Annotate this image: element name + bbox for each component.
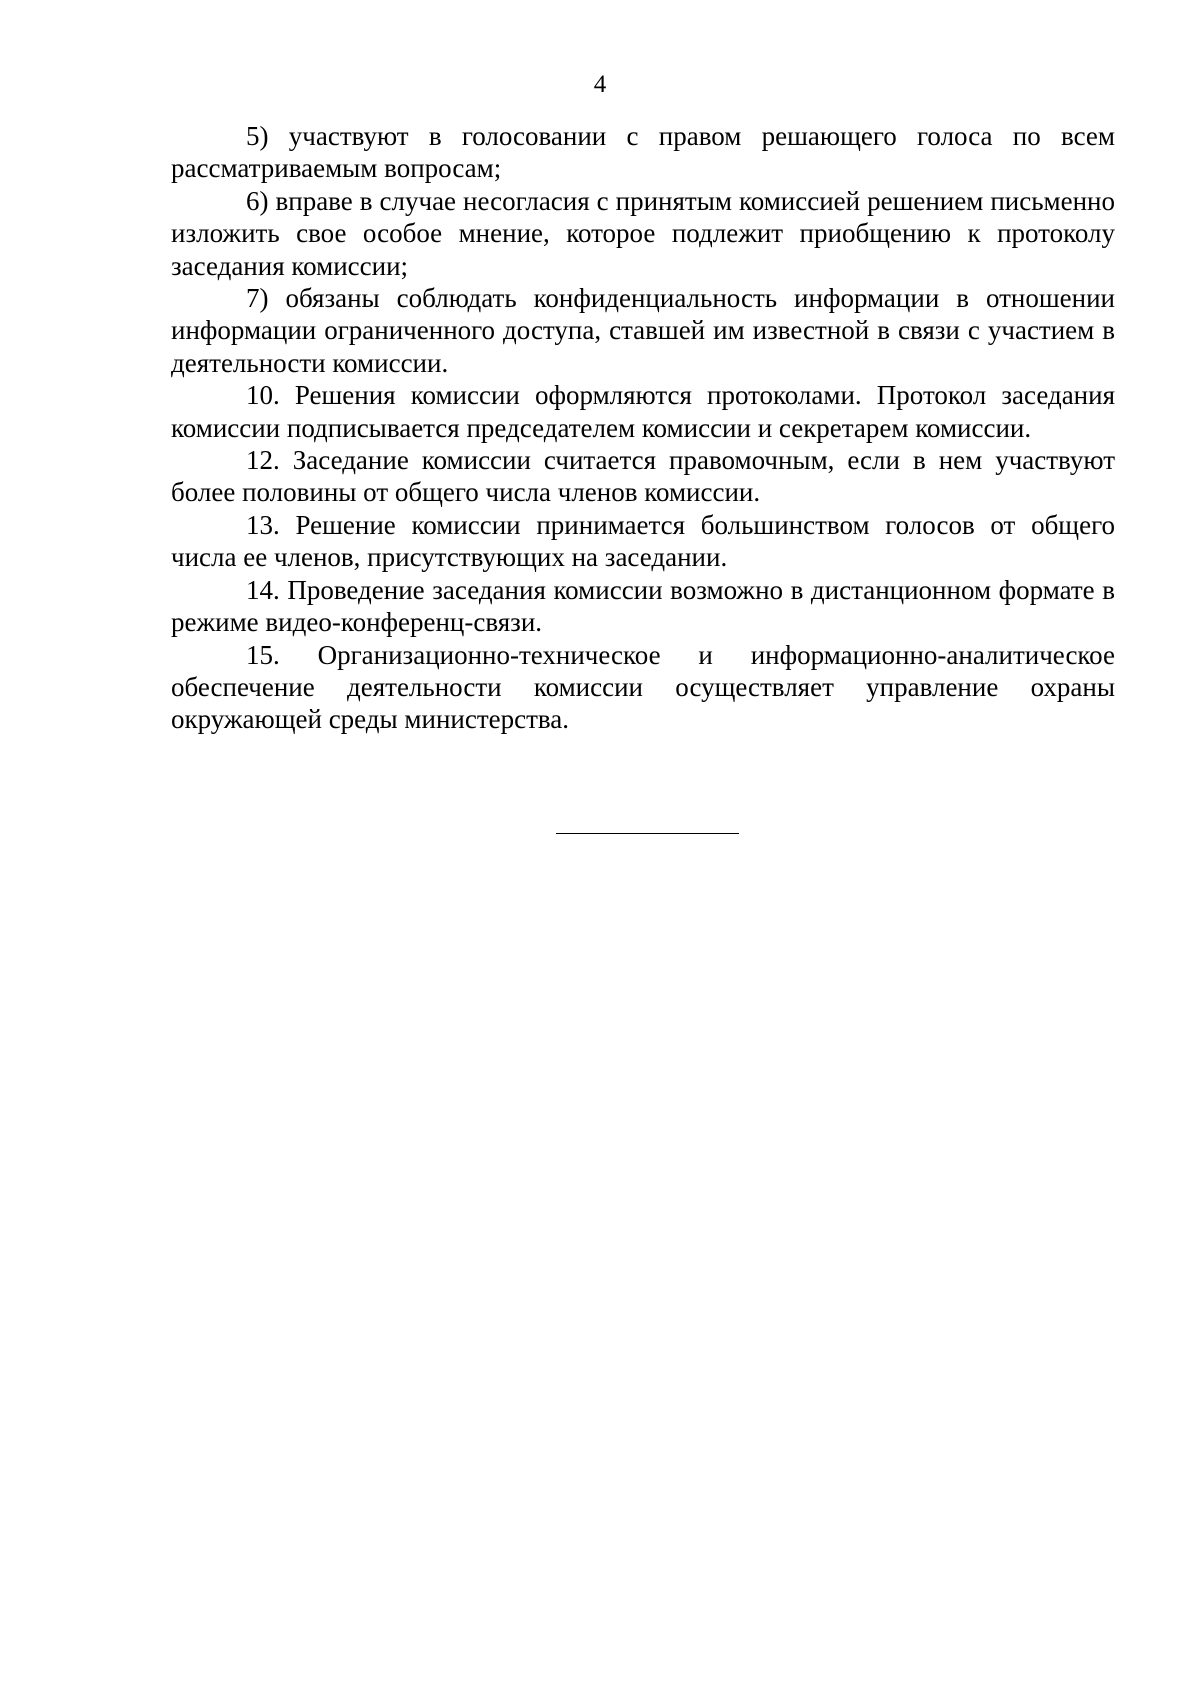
end-of-document-rule — [556, 833, 739, 834]
paragraph-item-7: 7) обязаны соблюдать конфиденциальность информации в отношении информации ограниченного доступа, ставшей им известной в связи с участием в деятельности комиссии. — [171, 283, 1115, 378]
paragraph-item-5: 5) участвуют в голосовании с правом решающего голоса по всем рассматриваемым вопросам; — [171, 121, 1115, 184]
paragraph-item-6: 6) вправе в случае несогласия с принятым комиссией решением письменно изложить свое особое мнение, которое подлежит приобщению к протоколу заседания комиссии; — [171, 185, 1115, 281]
paragraph-clause-12: 12. Заседание комиссии считается правомочным, если в нем участвуют более половины от общего числа членов комиссии. — [171, 445, 1115, 508]
paragraph-clause-10: 10. Решения комиссии оформляются протоколами. Протокол заседания комиссии подписывается председателем комиссии и секретарем комиссии. — [171, 380, 1115, 443]
paragraph-clause-13: 13. Решение комиссии принимается большинством голосов от общего числа ее членов, присутствующих на заседании. — [171, 509, 1115, 573]
paragraph-clause-14: 14. Проведение заседания комиссии возможно в дистанционном формате в режиме видео-конференц-связи. — [171, 574, 1115, 638]
paragraph-clause-15: 15. Организационно-техническое и информационно-аналитическое обеспечение деятельности комиссии осуществляет управление охраны окружающей среды министерства. — [171, 639, 1115, 735]
page-number: 4 — [593, 71, 607, 98]
document-body — [171, 120, 1115, 736]
